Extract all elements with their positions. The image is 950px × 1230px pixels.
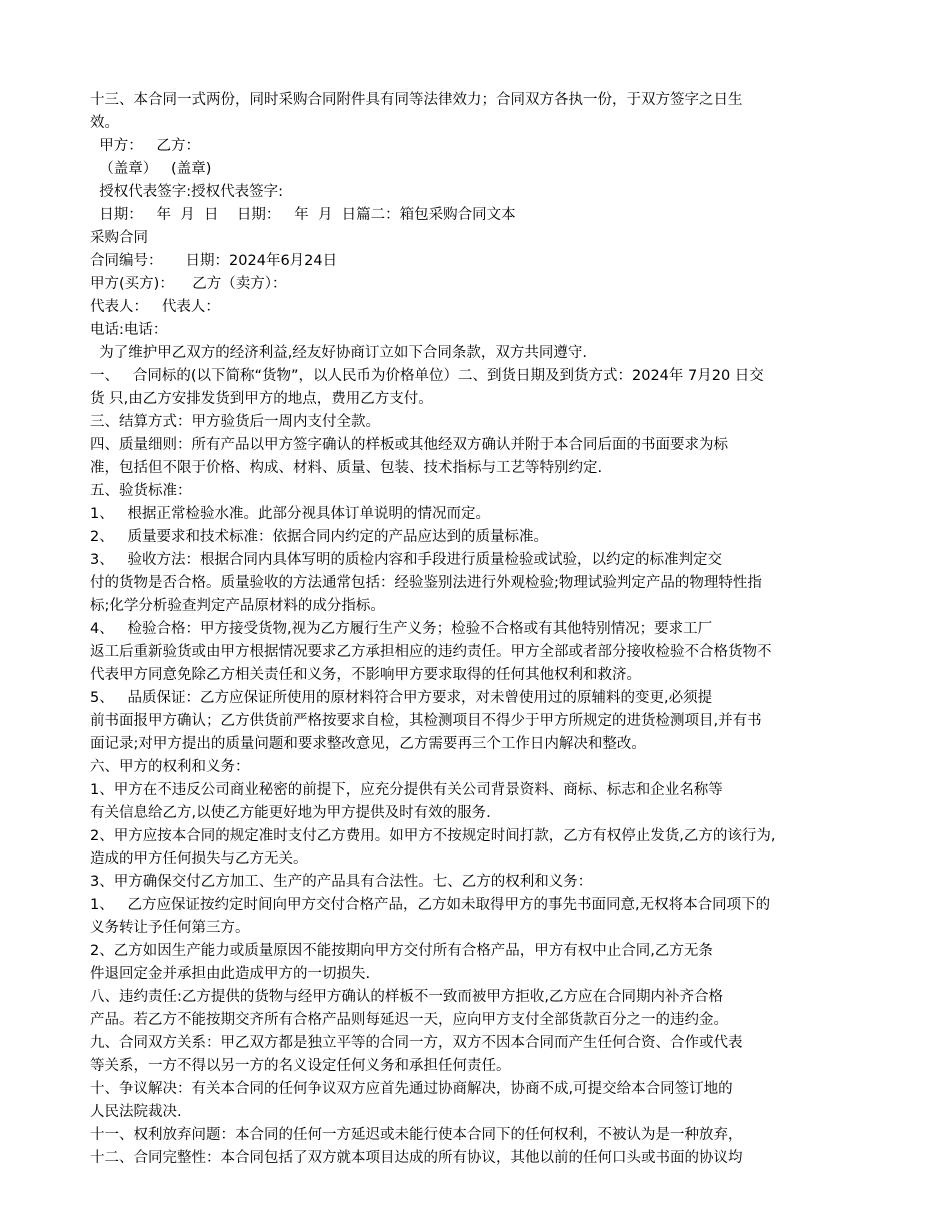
document-line: 日期： 年 月 日 日期： 年 月 日篇二：箱包采购合同文本 <box>90 207 516 223</box>
document-line: 产品。若乙方不能按期交齐所有合格产品则每延迟一天，应向甲方支付全部货款百分之一的违约金。 <box>90 1012 728 1028</box>
document-line: 采购合同 <box>90 230 148 246</box>
document-line: 九、合同双方关系：甲乙双方都是独立平等的合同一方，双方不因本合同而产生任何合资、合作或代表 <box>90 1035 743 1051</box>
document-line: 2、甲方应按本合同的规定准时支付乙方费用。如甲方不按规定时间打款，乙方有权停止发货,乙方的该行为, <box>90 828 776 844</box>
document-line: 3、甲方确保交付乙方加工、生产的产品具有合法性。七、乙方的权利和义务： <box>90 874 593 890</box>
document-line: 2、 质量要求和技术标准：依据合同内约定的产品应达到的质量标准。 <box>90 529 549 545</box>
document-line: 1、甲方在不违反公司商业秘密的前提下，应充分提供有关公司背景资料、商标、标志和企业名称等 <box>90 782 723 798</box>
document-line: 甲方(买方)： 乙方（卖方）： <box>90 276 287 292</box>
document-line: 造成的甲方任何损失与乙方无关。 <box>90 851 308 867</box>
document-line: 等关系，一方不得以另一方的名义设定任何义务和承担任何责任。 <box>90 1058 511 1074</box>
document-line: 件退回定金并承担由此造成甲方的一切损失. <box>90 966 371 982</box>
document-line: 人民法院裁决. <box>90 1104 182 1120</box>
document-line: 效。 <box>90 115 119 131</box>
document-line: 四、质量细则：所有产品以甲方签字确认的样板或其他经双方确认并附于本合同后面的书面要求为标 <box>90 437 728 453</box>
document-line: 十二、合同完整性：本合同包括了双方就本项目达成的所有协议，其他以前的任何口头或书面的协议均 <box>90 1150 743 1166</box>
document-line: 三、结算方式：甲方验货后一周内支付全款。 <box>90 414 380 430</box>
document-line: 甲方： 乙方： <box>90 138 201 154</box>
document-line: 十三、本合同一式两份，同时采购合同附件具有同等法律效力；合同双方各执一份，于双方签字之日生 <box>90 92 743 108</box>
document-line: 授权代表签字:授权代表签字: <box>90 184 283 200</box>
document-line: 3、 验收方法：根据合同内具体写明的质检内容和手段进行质量检验或试验，以约定的标准判定交 <box>90 552 723 568</box>
document-line: 返工后重新验货或由甲方根据情况要求乙方承担相应的违约责任。甲方全部或者部分接收检验不合格货物不 <box>90 644 772 660</box>
document-line: 4、 检验合格：甲方接受货物,视为乙方履行生产义务；检验不合格或有其他特别情况；要求工厂 <box>90 621 713 637</box>
document-line: 1、 乙方应保证按约定时间向甲方交付合格产品，乙方如未取得甲方的事先书面同意,无权将本合同项下的 <box>90 897 771 913</box>
document-line: 合同编号： 日期：2024年6月24日 <box>90 253 338 269</box>
document-line: 电话:电话： <box>90 322 168 338</box>
document-line: 十、争议解决：有关本合同的任何争议双方应首先通过协商解决，协商不成,可提交给本合同签订地的 <box>90 1081 733 1097</box>
document-line: 准，包括但不限于价格、构成、材料、质量、包装、技术指标与工艺等特别约定. <box>90 460 603 476</box>
document-line: 为了维护甲乙双方的经济利益,经友好协商订立如下合同条款，双方共同遵守. <box>90 345 587 361</box>
document-line: 一、 合同标的(以下简称“货物”，以人民币为价格单位）二、到货日期及到货方式：2024年 7月20 日交 <box>90 368 764 384</box>
document-line: 5、 品质保证：乙方应保证所使用的原材料符合甲方要求，对未曾使用过的原辅料的变更,必须提 <box>90 690 713 706</box>
document-line: 货 只,由乙方安排发货到甲方的地点，费用乙方支付。 <box>90 391 433 407</box>
document-line: 2、乙方如因生产能力或质量原因不能按期向甲方交付所有合格产品，甲方有权中止合同,乙方无条 <box>90 943 713 959</box>
document-line: 十一、权利放弃问题：本合同的任何一方延迟或未能行使本合同下的任何权利，不被认为是一种放弃， <box>90 1127 743 1143</box>
document-line: 八、违约责任:乙方提供的货物与经甲方确认的样板不一致而被甲方拒收,乙方应在合同期内补齐合格 <box>90 989 723 1005</box>
document-line: 代表人： 代表人： <box>90 299 220 315</box>
document-line: 代表甲方同意免除乙方相关责任和义务，不影响甲方要求取得的任何其他权利和救济。 <box>90 667 641 683</box>
document-line: 标;化学分析验查判定产品原材料的成分指标。 <box>90 598 385 614</box>
document-line: 付的货物是否合格。质量验收的方法通常包括：经验鉴别法进行外观检验;物理试验判定产品的物理特性指 <box>90 575 762 591</box>
document-line: 六、甲方的权利和义务： <box>90 759 250 775</box>
document-line: 五、验货标准： <box>90 483 192 499</box>
document-line: 1、 根据正常检验水准。此部分视具体订单说明的情况而定。 <box>90 506 491 522</box>
document-line: 前书面报甲方确认；乙方供货前严格按要求自检，其检测项目不得少于甲方所规定的进货检测项目,并有书 <box>90 713 762 729</box>
document-line: 面记录;对甲方提出的质量问题和要求整改意见，乙方需要再三个工作日内解决和整改。 <box>90 736 646 752</box>
document-line: （盖章） (盖章) <box>90 161 212 177</box>
document-line: 义务转让予任何第三方。 <box>90 920 250 936</box>
document-line: 有关信息给乙方,以使乙方能更好地为甲方提供及时有效的服务. <box>90 805 491 821</box>
